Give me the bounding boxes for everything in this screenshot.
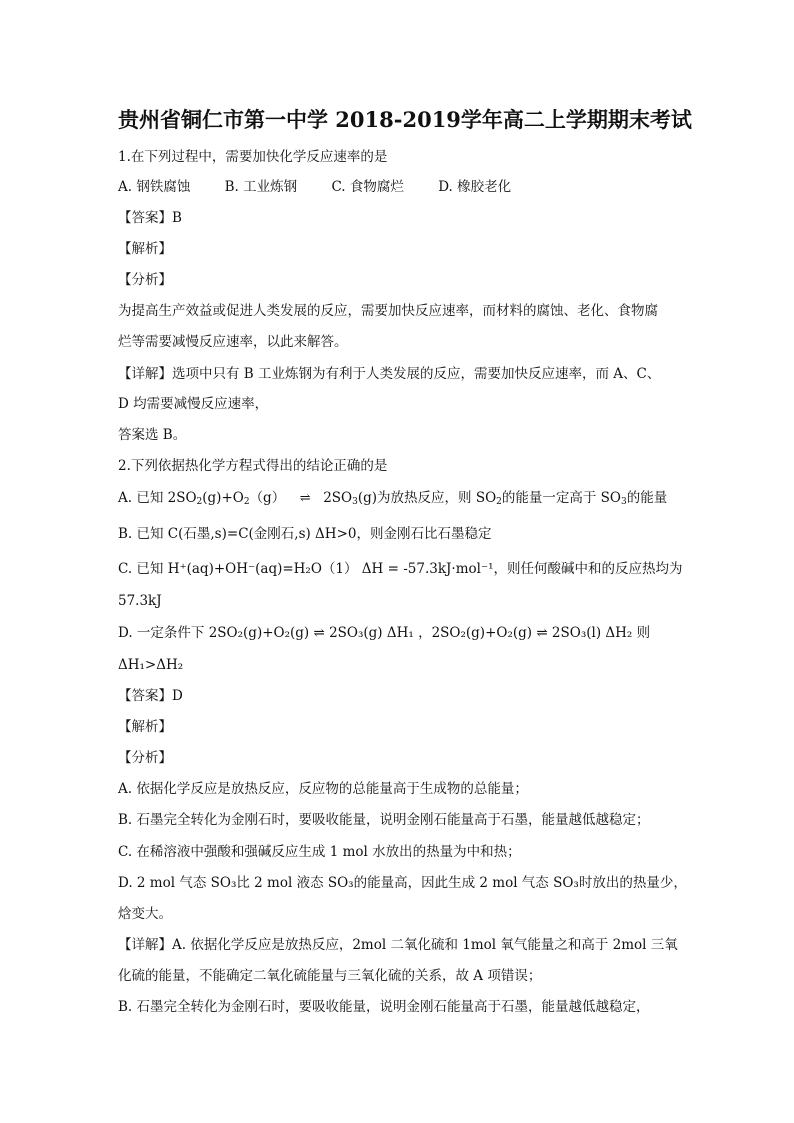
q2-stem: 2.下列依据热化学方程式得出的结论正确的是: [118, 458, 388, 474]
q2-analysis-c: C. 在稀溶液中强酸和强碱反应生成 1 mol 水放出的热量为中和热；: [118, 844, 521, 860]
q2-option-d-line1: D. 一定条件下 2SO₂(g)+O₂(g) ⇌ 2SO₃(g) ΔH₁ ，2SO₂(g)+O₂(g) ⇌ 2SO₃(l) ΔH₂ 则: [118, 625, 651, 641]
q2-option-d-line2: ΔH₁>ΔH₂: [118, 657, 184, 673]
q1-answer: 【答案】B: [118, 210, 182, 226]
q2-analysis-d-line2: 焓变大。: [118, 906, 172, 922]
q2-analysis-d-line1: D. 2 mol 气态 SO₃比 2 mol 液态 SO₃的能量高，因此生成 2 mol 气态 SO₃时放出的热量少，: [118, 875, 687, 891]
q2-analysis-a: A. 依据化学反应是放热反应，反应物的总能量高于生成物的总能量；: [118, 781, 528, 797]
q2-detail-line2: 化硫的能量，不能确定二氧化硫能量与三氧化硫的关系，故 A 项错误；: [118, 968, 542, 984]
page-title: 贵州省铜仁市第一中学 2018-2019学年高二上学期期末考试: [118, 107, 692, 132]
q2-fenxi: 【分析】: [118, 750, 172, 766]
q1-detail-line2: D 均需要减慢反应速率，: [118, 396, 269, 412]
q1-jiexi: 【解析】: [118, 241, 172, 257]
q2-option-c-line2: 57.3kJ: [118, 593, 162, 609]
q1-option-d: D. 橡胶老化: [438, 179, 512, 195]
q2-detail-line1: 【详解】A. 依据化学反应是放热反应，2mol 二氧化硫和 1mol 氧气能量之和高于 2mol 三氧: [118, 937, 678, 953]
q2-analysis-b: B. 石墨完全转化为金刚石时，要吸收能量，说明金刚石能量高于石墨，能量越低越稳定；: [118, 812, 650, 828]
q1-options: [118, 178, 541, 196]
equilibrium-arrow-icon: ⇌: [299, 491, 309, 506]
q1-option-b: B. 工业炼钢: [224, 179, 298, 195]
q2-jiexi: 【解析】: [118, 719, 172, 735]
q2-option-b: B. 已知 C(石墨,s)=C(金刚石,s) ΔH>0，则金刚石比石墨稳定: [118, 526, 492, 542]
q1-detail-line1: 【详解】选项中只有 B 工业炼钢为有利于人类发展的反应，需要加快反应速率，而 A、C、: [118, 366, 661, 382]
q1-analysis-line2: 烂等需要减慢反应速率，以此来解答。: [118, 334, 348, 350]
q2-option-a: A. 已知 $2SO_2(g)+O_2(g)$ ⇌ $2SO_3(g)$为放热反应，则 $SO_2$的能量一定高于 $SO_3$的能量: [118, 490, 668, 507]
q1-analysis-line1: 为提高生产效益或促进人类发展的反应，需要加快反应速率，而材料的腐蚀、老化、食物腐: [118, 303, 658, 319]
q2-detail-line3: B. 石墨完全转化为金刚石时，要吸收能量，说明金刚石能量高于石墨，能量越低越稳定，: [118, 999, 650, 1015]
q1-option-c: C. 食物腐烂: [331, 179, 404, 195]
q1-fenxi: 【分析】: [118, 272, 172, 288]
q1-option-a: A. 钢铁腐蚀: [118, 179, 191, 195]
q2-option-c-line1: C. 已知 H⁺(aq)+OH⁻(aq)=H₂O（1） ΔH = -57.3kJ·mol⁻¹，则任何酸碱中和的反应热均为: [118, 561, 683, 577]
q1-stem: 1.在下列过程中，需要加快化学反应速率的是: [118, 149, 388, 165]
q1-conclusion: 答案选 B。: [118, 427, 187, 443]
q2-answer: 【答案】D: [118, 688, 183, 704]
